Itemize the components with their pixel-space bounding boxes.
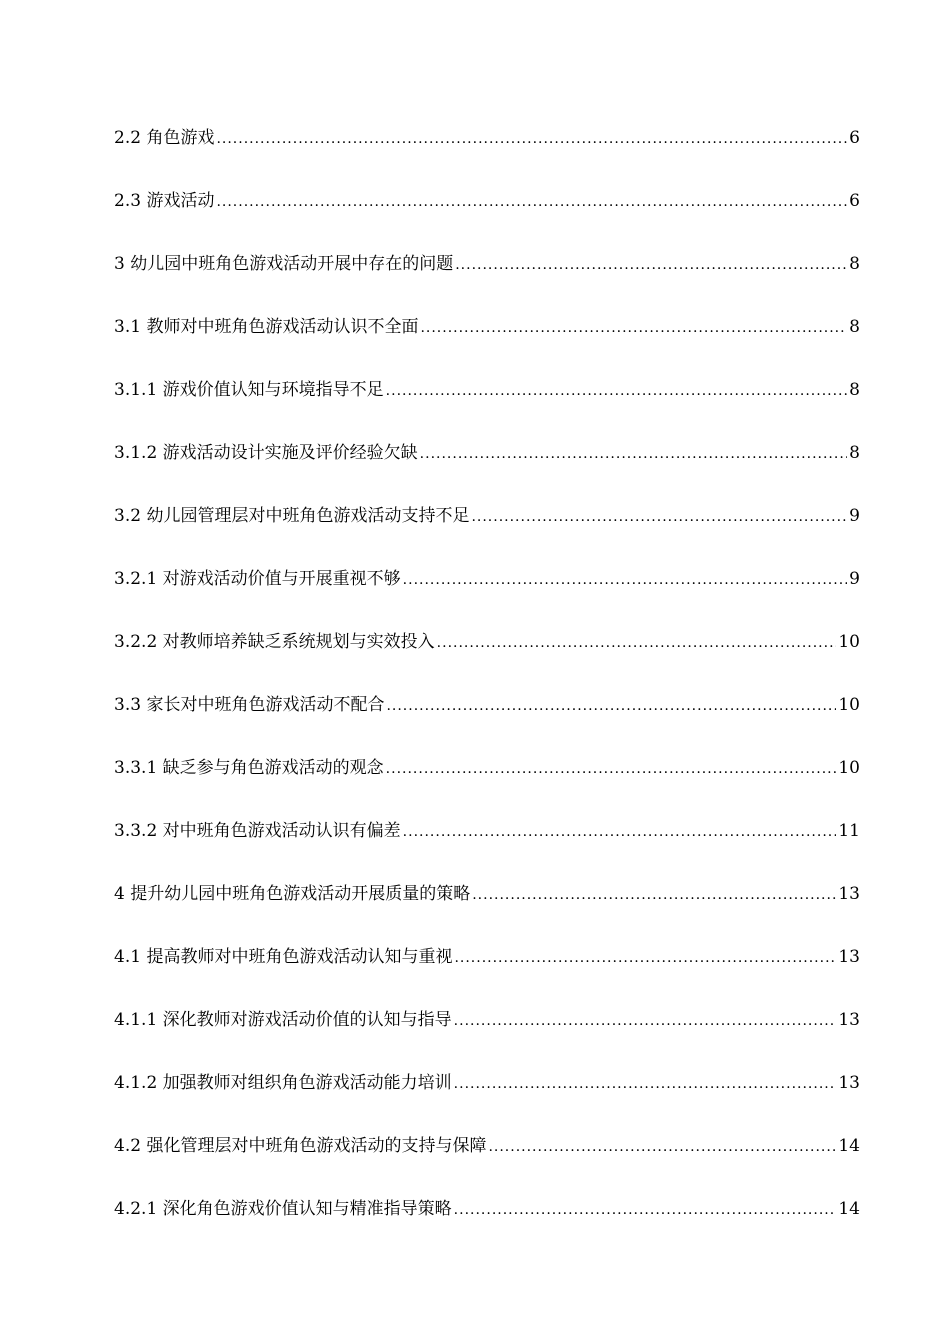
toc-entry[interactable] bbox=[114, 439, 860, 502]
toc-entry-title: 4 提升幼儿园中班角色游戏活动开展质量的策略 bbox=[114, 884, 471, 904]
toc-entry-title: 3.3.2 对中班角色游戏活动认识有偏差 bbox=[114, 821, 401, 841]
toc-entry-title: 3.1.1 游戏价值认知与环境指导不足 bbox=[114, 380, 384, 400]
toc-dot-leader bbox=[454, 944, 836, 972]
toc-dot-leader bbox=[472, 881, 836, 909]
toc-dot-leader bbox=[471, 503, 847, 531]
toc-dot-leader bbox=[403, 818, 837, 846]
toc-page-number: 14 bbox=[838, 1136, 860, 1156]
toc-entry-title: 4.2.1 深化角色游戏价值认知与精准指导策略 bbox=[114, 1199, 452, 1219]
toc-entry[interactable] bbox=[114, 250, 860, 313]
toc-page-number: 14 bbox=[838, 1199, 860, 1219]
toc-entry[interactable] bbox=[114, 124, 860, 187]
toc-entry[interactable] bbox=[114, 943, 860, 1006]
toc-page-number: 8 bbox=[849, 317, 860, 337]
toc-page-number: 6 bbox=[849, 191, 860, 211]
toc-entry[interactable] bbox=[114, 1195, 860, 1258]
toc-entry[interactable] bbox=[114, 376, 860, 439]
toc-entry[interactable] bbox=[114, 565, 860, 628]
toc-entry-title: 4.1.2 加强教师对组织角色游戏活动能力培训 bbox=[114, 1073, 452, 1093]
table-of-contents bbox=[114, 124, 860, 1258]
toc-entry-title: 4.1 提高教师对中班角色游戏活动认知与重视 bbox=[114, 947, 453, 967]
toc-entry-title: 3.3.1 缺乏参与角色游戏活动的观念 bbox=[114, 758, 384, 778]
toc-page-number: 13 bbox=[838, 947, 860, 967]
toc-page-number: 9 bbox=[849, 506, 860, 526]
toc-page-number: 10 bbox=[838, 758, 860, 778]
toc-entry[interactable] bbox=[114, 628, 860, 691]
toc-entry-title: 4.1.1 深化教师对游戏活动价值的认知与指导 bbox=[114, 1010, 452, 1030]
toc-entry[interactable] bbox=[114, 754, 860, 817]
toc-dot-leader bbox=[437, 629, 837, 657]
toc-entry[interactable] bbox=[114, 1132, 860, 1195]
toc-dot-leader bbox=[488, 1133, 836, 1161]
toc-dot-leader bbox=[454, 1007, 837, 1035]
toc-page-number: 8 bbox=[849, 254, 860, 274]
toc-entry-title: 4.2 强化管理层对中班角色游戏活动的支持与保障 bbox=[114, 1136, 487, 1156]
toc-page-number: 10 bbox=[838, 632, 860, 652]
toc-entry[interactable] bbox=[114, 880, 860, 943]
toc-page-number: 6 bbox=[849, 128, 860, 148]
toc-dot-leader bbox=[386, 377, 848, 405]
toc-entry-title: 2.3 游戏活动 bbox=[114, 191, 215, 211]
toc-entry-title: 3.2 幼儿园管理层对中班角色游戏活动支持不足 bbox=[114, 506, 470, 526]
toc-entry[interactable] bbox=[114, 691, 860, 754]
toc-entry[interactable] bbox=[114, 817, 860, 880]
toc-page-number: 11 bbox=[838, 821, 860, 841]
toc-entry-title: 3.1 教师对中班角色游戏活动认识不全面 bbox=[114, 317, 419, 337]
toc-entry-title: 3 幼儿园中班角色游戏活动开展中存在的问题 bbox=[114, 254, 454, 274]
toc-dot-leader bbox=[454, 1196, 837, 1224]
toc-entry[interactable] bbox=[114, 313, 860, 376]
toc-entry-title: 3.2.1 对游戏活动价值与开展重视不够 bbox=[114, 569, 401, 589]
toc-page-number: 8 bbox=[849, 380, 860, 400]
toc-dot-leader bbox=[420, 314, 847, 342]
toc-page-number: 13 bbox=[838, 1010, 860, 1030]
toc-entry[interactable] bbox=[114, 1006, 860, 1069]
toc-dot-leader bbox=[386, 755, 837, 783]
toc-dot-leader bbox=[216, 125, 847, 153]
toc-page-number: 13 bbox=[838, 884, 860, 904]
toc-dot-leader bbox=[420, 440, 848, 468]
toc-dot-leader bbox=[454, 1070, 837, 1098]
toc-page-number: 13 bbox=[838, 1073, 860, 1093]
toc-page-number: 10 bbox=[838, 695, 860, 715]
toc-entry-title: 3.2.2 对教师培养缺乏系统规划与实效投入 bbox=[114, 632, 435, 652]
toc-dot-leader bbox=[216, 188, 847, 216]
toc-entry[interactable] bbox=[114, 1069, 860, 1132]
toc-entry-title: 3.3 家长对中班角色游戏活动不配合 bbox=[114, 695, 385, 715]
toc-page-number: 8 bbox=[849, 443, 860, 463]
toc-entry-title: 2.2 角色游戏 bbox=[114, 128, 215, 148]
toc-entry-title: 3.1.2 游戏活动设计实施及评价经验欠缺 bbox=[114, 443, 418, 463]
toc-entry[interactable] bbox=[114, 187, 860, 250]
toc-dot-leader bbox=[386, 692, 836, 720]
toc-page-number: 9 bbox=[849, 569, 860, 589]
toc-dot-leader bbox=[403, 566, 848, 594]
toc-dot-leader bbox=[455, 251, 847, 279]
toc-entry[interactable] bbox=[114, 502, 860, 565]
